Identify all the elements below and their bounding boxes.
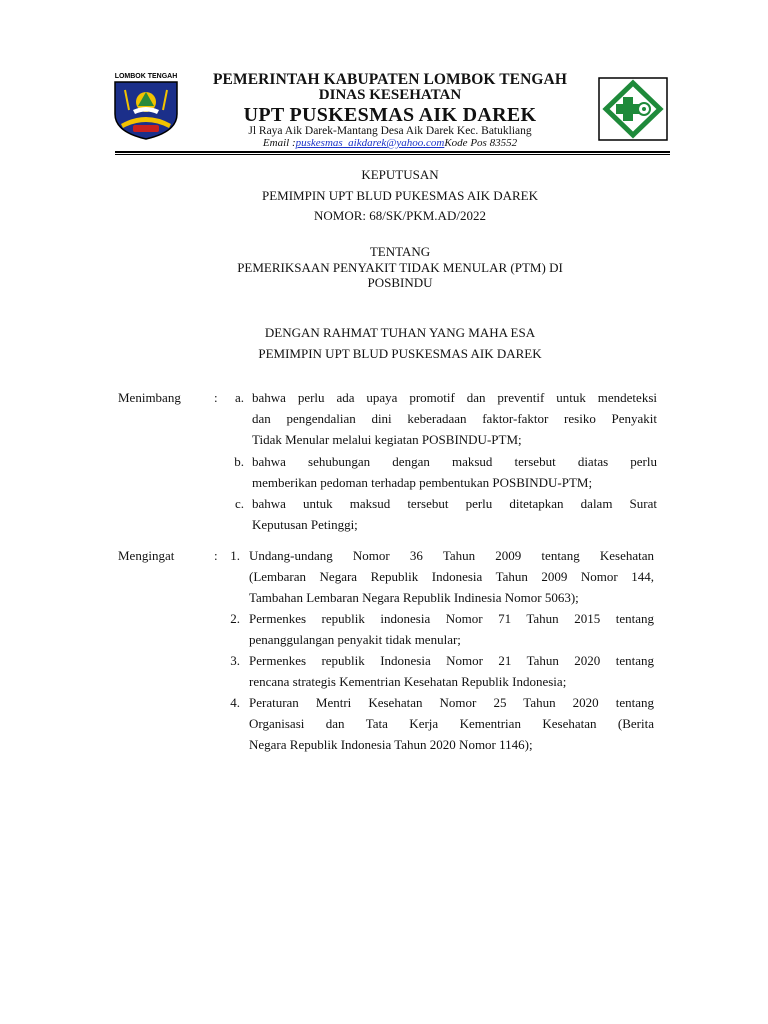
mengingat-line: Organisasi dan Tata Kerja Kementrian Kesehatan (Berita — [249, 716, 654, 731]
mengingat-line: Permenkes republik indonesia Nomor 71 Tahun 2015 tentang — [249, 611, 654, 626]
institution-name: UPT PUSKESMAS AIK DAREK — [243, 104, 537, 126]
letterhead-rule-thin — [115, 154, 670, 155]
menimbang-label: Menimbang — [118, 390, 181, 405]
mengingat-marker: 3. — [230, 653, 240, 668]
crest-shield-icon — [111, 80, 181, 140]
mengingat-line: penanggulangan penyakit tidak menular; — [249, 632, 461, 647]
menimbang-line: Keputusan Petinggi; — [252, 517, 358, 532]
email-label: Email : — [262, 137, 296, 149]
decree-issuer: PEMIMPIN UPT BLUD PUKESMAS AIK DAREK — [261, 188, 539, 203]
mengingat-line: rencana strategis Kementrian Kesehatan Republik Indonesia; — [249, 674, 567, 689]
lombok-tengah-crest — [111, 72, 181, 140]
postal-code: Kode Pos 83552 — [444, 137, 518, 149]
mengingat-line: (Lembaran Negara Republik Indonesia Tahun 2009 Nomor 144, — [249, 569, 654, 584]
mengingat-marker: 4. — [230, 695, 240, 710]
menimbang-line: dan pengendalian dini keberadaan faktor-faktor resiko Penyakit — [252, 411, 657, 426]
menimbang-marker: a. — [234, 390, 244, 405]
department-name: DINAS KESEHATAN — [318, 87, 462, 103]
mengingat-line: Permenkes republik Indonesia Nomor 21 Tahun 2020 tentang — [249, 653, 654, 668]
decree-number: NOMOR: 68/SK/PKM.AD/2022 — [314, 208, 486, 223]
mengingat-colon: : — [214, 548, 218, 563]
menimbang-line: Tidak Menular melalui kegiatan POSBINDU-PTM; — [252, 432, 522, 447]
puskesmas-cross-icon — [598, 77, 668, 141]
decree-subject-line1: PEMERIKSAAN PENYAKIT TIDAK MENULAR (PTM) DI — [237, 260, 563, 275]
crest-caption: LOMBOK TENGAH — [114, 73, 178, 80]
mengingat-marker: 2. — [230, 611, 240, 626]
menimbang-line: bahwa untuk maksud tersebut perlu ditetapkan dalam Surat — [252, 496, 657, 511]
contact-line — [185, 137, 595, 149]
authority: PEMIMPIN UPT BLUD PUSKESMAS AIK DAREK — [258, 346, 542, 361]
menimbang-marker: c. — [234, 496, 244, 511]
menimbang-line: bahwa sehubungan dengan maksud tersebut diatas perlu — [252, 454, 657, 469]
mengingat-label: Mengingat — [118, 548, 175, 563]
mengingat-line: Negara Republik Indonesia Tahun 2020 Nomor 1146); — [249, 737, 533, 752]
mengingat-line: Tambahan Lembaran Negara Republik Indinesia Nomor 5063); — [249, 590, 579, 605]
email-link[interactable]: puskesmas_aikdarek@yahoo.com — [295, 137, 445, 149]
menimbang-colon: : — [214, 390, 218, 405]
government-name: PEMERINTAH KABUPATEN LOMBOK TENGAH — [212, 71, 568, 88]
address-line: Jl Raya Aik Darek-Mantang Desa Aik Darek Kec. Batukliang — [248, 125, 532, 137]
mengingat-line: Undang-undang Nomor 36 Tahun 2009 tentang Kesehatan — [249, 548, 654, 563]
puskesmas-logo — [598, 77, 668, 141]
decree-subject-line2: POSBINDU — [367, 275, 433, 290]
menimbang-line: bahwa perlu ada upaya promotif dan preventif untuk mendeteksi — [252, 390, 657, 405]
menimbang-marker: b. — [234, 454, 244, 469]
mengingat-marker: 1. — [230, 548, 240, 563]
letterhead-rule-thick — [115, 151, 670, 153]
invocation: DENGAN RAHMAT TUHAN YANG MAHA ESA — [264, 325, 536, 340]
decree-about: TENTANG — [369, 244, 431, 259]
mengingat-line: Peraturan Mentri Kesehatan Nomor 25 Tahun 2020 tentang — [249, 695, 654, 710]
decree-heading: KEPUTUSAN — [361, 167, 439, 182]
menimbang-line: memberikan pedoman terhadap pembentukan POSBINDU-PTM; — [252, 475, 593, 490]
